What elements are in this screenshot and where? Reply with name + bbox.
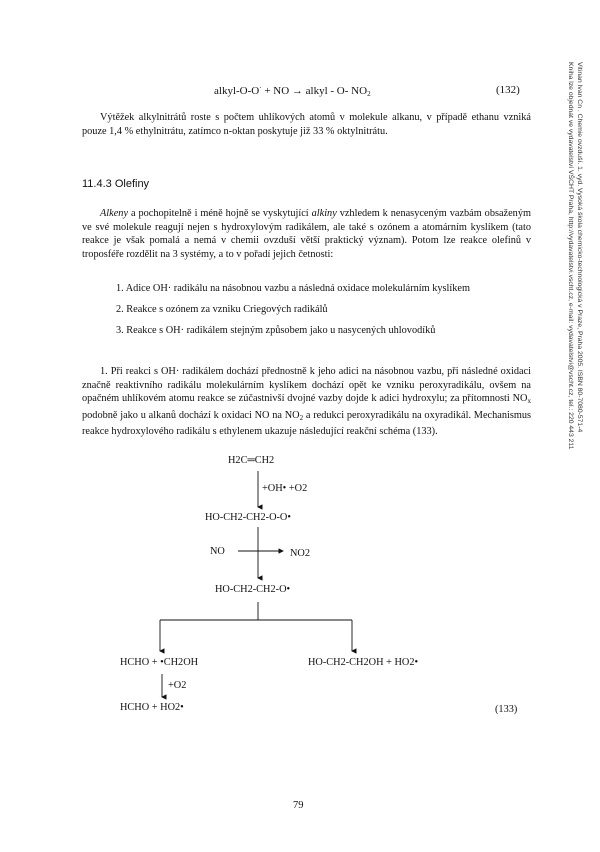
scheme-peroxy-radical: HO-CH2-CH2-O-O•	[205, 512, 291, 523]
sidebar-citation	[566, 62, 584, 852]
section-heading: 11.4.3 Olefiny	[82, 178, 150, 190]
term-alkeny: Alkeny	[100, 208, 129, 219]
scheme-left-products: HCHO + •CH2OH	[120, 657, 199, 668]
equation-132-number: (132)	[496, 84, 520, 96]
paragraph-alkenes	[82, 207, 531, 261]
para3-sub-2: 2	[299, 413, 304, 422]
scheme-no2: NO2	[290, 548, 311, 559]
scheme-reagent-2: +O2	[168, 680, 187, 691]
list-item-1: 1. Adice OH· radikálu na násobnou vazbu a následná oxidace molekulárním kyslíkem	[116, 283, 470, 294]
para2-text-1: a pochopitelně i méně hojně se vyskytující	[128, 208, 312, 219]
para2-text-2: vzhledem k nenasyceným vazbám obsaženým ve své molekule reagují nejen s hydroxylovým radikálem, ale také s ozónem a atomárním kyslíkem (tato reakce je však pomalá a nemá v chemii ovzduší větší praktický význam). Potom lze reakce olefinů v troposféře rozdělit na 3 systémy, a to v pořadí jejich četnosti:	[82, 208, 531, 260]
equation-132: alkyl-O-O· + NO → alkyl - O- $NO_2$	[214, 84, 371, 98]
para3-text-a: 1. Při reakci s OH· radikálem dochází přednostně k jeho adici na násobnou vazbu, při následné oxidaci značně reaktivního radikálu molekulárním kyslíkem dochází opět ke vzniku peroxyradikálu, ovšem na opačném uhlíkovém atomu reakce se zúčastnivší dvojné vazby dojde k adici hydroxylu; za přítomnosti NO	[82, 366, 531, 405]
scheme-reagent-1: +OH• +O2	[262, 483, 308, 494]
paragraph-yield-text: Výtěžek alkylnitrátů roste s počtem uhlíkových atomů v molekule alkanu, v případě ethanu vzniká pouze 1,4 % ethylnitrátu, zatímco n-oktan poskytuje již 33 % oktylnitrátu.	[82, 112, 531, 137]
term-alkiny: alkiny	[311, 208, 337, 219]
para3-sub-x: x	[527, 397, 531, 406]
eq132-mid: + NO → alkyl - O- NO	[261, 85, 368, 97]
para3-text-b: podobně jako u alkanů dochází k oxidaci NO na NO	[82, 409, 300, 421]
eq132-left: alkyl-O-O	[214, 85, 260, 97]
list-item-2: 2. Reakce s ozónem za vzniku Criegových radikálů	[116, 304, 328, 315]
scheme-oxy-radical: HO-CH2-CH2-O•	[215, 584, 291, 595]
eq132-sub: 2	[367, 90, 371, 98]
scheme-number-133: (133)	[495, 704, 518, 715]
scheme-right-products: HO-CH2-CH2OH + HO2•	[308, 657, 419, 668]
scheme-no: NO	[210, 546, 225, 557]
paragraph-mechanism	[82, 365, 531, 439]
scheme-left-final: HCHO + HO2•	[120, 702, 184, 713]
scheme-ethylene-text: H2C═CH2	[228, 455, 275, 466]
para3-text-c: a redukci peroxyradikálu na oxyradikál. Mechanismus reakce hydroxylového radikálu s ethylenem ukazuje následující reakční schéma (133).	[82, 409, 531, 438]
sidebar-line-2: Kniha lze objednat ve vydavatelství VŠCHT Praha, http://vydavatelstvi.vscht.cz, e-mail: vydavatelstvi@vscht.cz, tel.: 220 443 211	[567, 62, 574, 450]
scheme-ethylene	[228, 455, 274, 466]
list-item-3: 3. Reakce s OH· radikálem stejným způsobem jako u nasycených uhlovodíků	[116, 325, 436, 336]
page-number: 79	[293, 800, 304, 811]
paragraph-yield	[82, 111, 531, 138]
sidebar-line-1: Vitinan Ivan Cn . Chemie ovzduší. 1. vyd. Vysoká škola chemicko-technologická v Praze, Praha 2005. ISBN 80-7080-571-4	[576, 62, 583, 433]
